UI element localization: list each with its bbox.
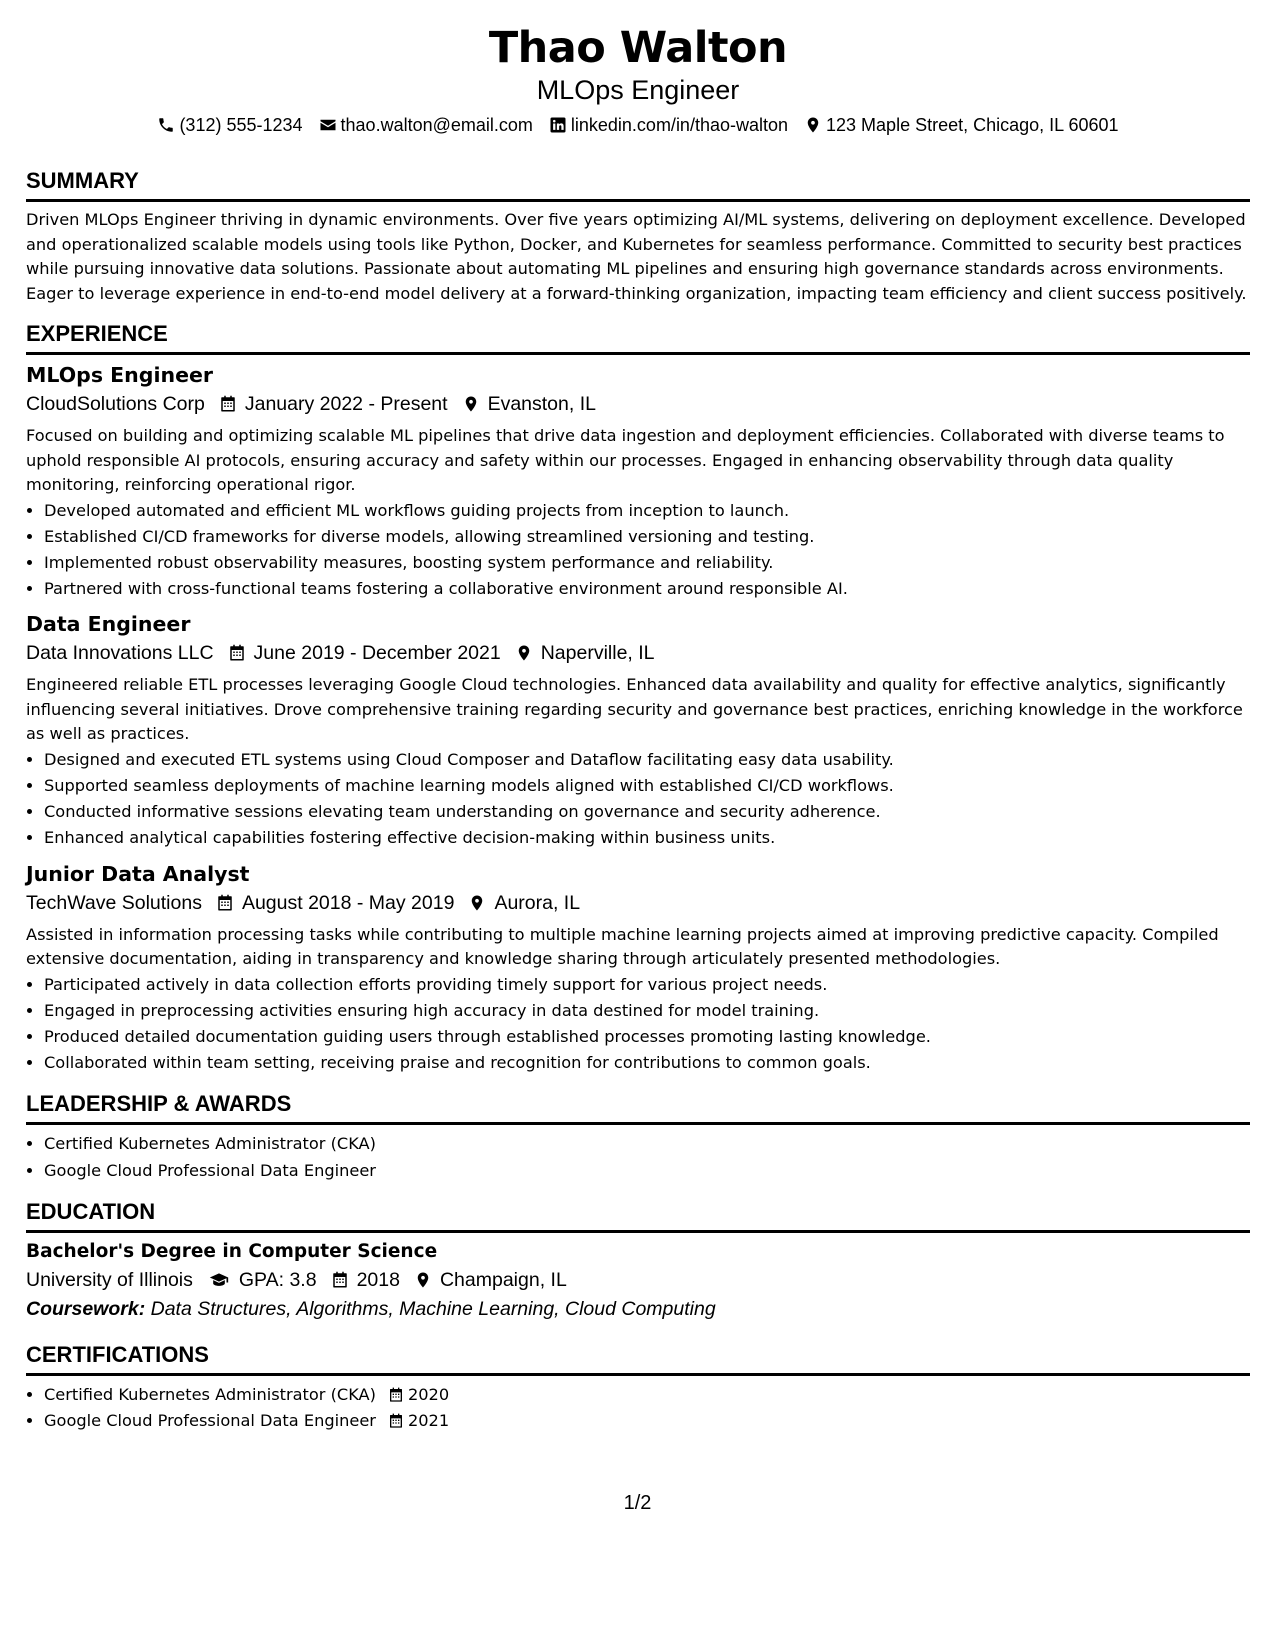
year-text: 2021 <box>407 1411 450 1431</box>
job-entry <box>26 860 1250 1077</box>
company-text: CloudSolutions Corp <box>26 393 205 415</box>
dates-text: January 2022 - Present <box>244 393 448 415</box>
summary-text: Driven MLOps Engineer thriving in dynamic environments. Over five years optimizing AI/ML systems, delivering on deployment excellence. Developed and operationalized scalable models using tools like Python, Docker, and Kubernetes for seamless performance. Committed to security best practices while pursuing innovative data solutions. Passionate about automating ML pipelines and ensuring high governance standards across environments. Eager to leverage experience in end-to-end model delivery at a forward-thinking organization, impacting team efficiency and client success positively. <box>26 210 1247 303</box>
section-heading-certifications: CERTIFICATIONS <box>26 1341 1250 1376</box>
certifications-section <box>26 1341 1250 1434</box>
map-pin-icon <box>462 395 480 413</box>
job-meta <box>26 888 1250 918</box>
resume-header <box>26 0 1250 137</box>
contact-linkedin[interactable] <box>549 113 788 137</box>
linkedin-text: linkedin.com/in/thao-walton <box>570 115 789 135</box>
job-location <box>468 888 580 918</box>
job-title: Data Engineer <box>26 612 191 637</box>
leadership-list <box>26 1131 1250 1183</box>
list-item: • Developed automated and efficient ML workflows guiding projects from inception to launch. <box>44 498 1250 524</box>
section-heading-summary: SUMMARY <box>26 167 1250 202</box>
list-item: • Google Cloud Professional Data Engineer <box>44 1158 1250 1184</box>
list-item: • Collaborated within team setting, receiving praise and recognition for contributions to common goals. <box>44 1050 1250 1076</box>
job-title: MLOps Engineer <box>26 363 213 387</box>
list-item: • Supported seamless deployments of machine learning models aligned with established CI/CD workflows. <box>44 773 1250 799</box>
job-description: Assisted in information processing tasks while contributing to multiple machine learning projects aimed at improving predictive capacity. Compiled extensive documentation, aiding in transparency and knowledge sharing through articulately presented methodologies. <box>26 924 1219 969</box>
calendar-icon <box>331 1271 349 1289</box>
cert-row <box>44 1382 1250 1408</box>
list-item: • Implemented robust observability measures, boosting system performance and reliability. <box>44 550 1250 576</box>
list-item: • Designed and executed ETL systems using Cloud Composer and Dataflow facilitating easy data usability. <box>44 747 1250 773</box>
cert-year <box>388 1408 449 1434</box>
job-meta <box>26 638 1250 668</box>
job-description: Engineered reliable ETL processes leveraging Google Cloud technologies. Enhanced data availability and quality for effective analytics, significantly influencing several initiatives. Drove comprehensive training regarding security and governance best practices, enriching knowledge in the workforce as well as practices. <box>26 675 1243 744</box>
candidate-title: MLOps Engineer <box>536 75 740 105</box>
cert-year <box>388 1382 449 1408</box>
list-item: • Certified Kubernetes Administrator (CKA) <box>44 1131 1250 1157</box>
cert-name: • Certified Kubernetes Administrator (CKA) <box>44 1384 376 1404</box>
location-text: Champaign, IL <box>439 1268 567 1291</box>
coursework-text: Data Structures, Algorithms, Machine Learning, Cloud Computing <box>150 1297 716 1320</box>
resume-page <box>26 0 1250 1434</box>
company-text: Data Innovations LLC <box>26 642 214 665</box>
list-item <box>44 1382 1250 1408</box>
job-title: Junior Data Analyst <box>26 861 250 886</box>
location-text: Evanston, IL <box>487 393 596 415</box>
experience-section <box>26 320 1250 1076</box>
list-item: • Engaged in preprocessing activities ensuring high accuracy in data destined for model training. <box>44 998 1250 1024</box>
job-company <box>26 389 205 419</box>
education-meta <box>26 1265 1250 1295</box>
map-pin-icon <box>468 894 486 912</box>
year-text: 2020 <box>407 1384 450 1404</box>
candidate-name: Thao Walton <box>488 23 788 73</box>
map-pin-icon <box>804 116 822 134</box>
job-entry <box>26 610 1250 851</box>
job-bullets <box>26 972 1250 1077</box>
contact-address <box>804 113 1119 137</box>
contact-bar <box>26 113 1250 137</box>
gpa-text: GPA: 3.8 <box>238 1268 317 1291</box>
graduation-year <box>331 1265 400 1295</box>
list-item: • Produced detailed documentation guiding users through established processes promoting lasting knowledge. <box>44 1024 1250 1050</box>
phone-text: (312) 555-1234 <box>179 115 303 135</box>
section-heading-education: EDUCATION <box>26 1198 1250 1233</box>
coursework <box>26 1295 1250 1323</box>
address-text: 123 Maple Street, Chicago, IL 60601 <box>826 115 1119 135</box>
dates-text: August 2018 - May 2019 <box>241 891 455 914</box>
job-meta <box>26 389 1250 419</box>
school-text: University of Illinois <box>26 1268 193 1291</box>
cert-row <box>44 1408 1250 1434</box>
location-text: Aurora, IL <box>494 891 581 914</box>
job-dates <box>216 888 454 918</box>
job-description: Focused on building and optimizing scalable ML pipelines that drive data ingestion and deployment efficiencies. Collaborated with diverse teams to uphold responsible AI protocols, ensuring accuracy and safety within our processes. Engaged in enhancing observability through data quality monitoring, reinforcing operational rigor. <box>26 426 1225 494</box>
contact-phone[interactable] <box>157 113 302 137</box>
job-dates <box>228 638 501 668</box>
list-item: • Participated actively in data collection efforts providing timely support for various project needs. <box>44 972 1250 998</box>
list-item: • Conducted informative sessions elevating team understanding on governance and security adherence. <box>44 799 1250 825</box>
page-number: 1/2 <box>623 1492 652 1514</box>
map-pin-icon <box>414 1271 432 1289</box>
phone-icon <box>157 116 175 134</box>
company-text: TechWave Solutions <box>26 891 202 914</box>
coursework-label: Coursework: <box>26 1297 146 1320</box>
calendar-icon <box>388 1413 404 1429</box>
job-location <box>462 389 596 419</box>
calendar-icon <box>388 1387 404 1403</box>
location-text: Naperville, IL <box>540 642 655 665</box>
job-dates <box>219 389 448 419</box>
map-pin-icon <box>515 644 533 662</box>
section-heading-leadership: LEADERSHIP & AWARDS <box>26 1090 1250 1125</box>
summary-section <box>26 167 1250 306</box>
job-entry <box>26 361 1250 602</box>
certifications-list <box>26 1382 1250 1434</box>
leadership-section <box>26 1090 1250 1183</box>
cert-name: • Google Cloud Professional Data Engineer <box>44 1411 376 1431</box>
section-heading-experience: EXPERIENCE <box>26 320 1250 355</box>
job-bullets <box>26 747 1250 852</box>
job-company <box>26 638 214 668</box>
list-item <box>44 1408 1250 1434</box>
envelope-icon <box>319 116 337 134</box>
job-company <box>26 888 202 918</box>
school <box>26 1265 193 1295</box>
contact-email[interactable] <box>319 113 533 137</box>
job-bullets <box>26 498 1250 603</box>
calendar-icon <box>216 894 234 912</box>
education-section <box>26 1198 1250 1323</box>
year-text: 2018 <box>356 1268 400 1291</box>
job-location <box>515 638 655 668</box>
calendar-icon <box>219 395 237 413</box>
calendar-icon <box>228 644 246 662</box>
gpa <box>207 1265 317 1295</box>
list-item: • Established CI/CD frameworks for diverse models, allowing streamlined versioning and testing. <box>44 524 1250 550</box>
degree-title: Bachelor's Degree in Computer Science <box>26 1240 438 1262</box>
email-text: thao.walton@email.com <box>340 115 533 135</box>
graduation-cap-icon <box>207 1270 231 1290</box>
linkedin-icon <box>549 116 567 134</box>
list-item: • Partnered with cross-functional teams fostering a collaborative environment around responsible AI. <box>44 576 1250 602</box>
list-item: • Enhanced analytical capabilities fostering effective decision-making within business units. <box>44 825 1250 851</box>
school-location <box>414 1265 567 1295</box>
dates-text: June 2019 - December 2021 <box>253 642 501 665</box>
